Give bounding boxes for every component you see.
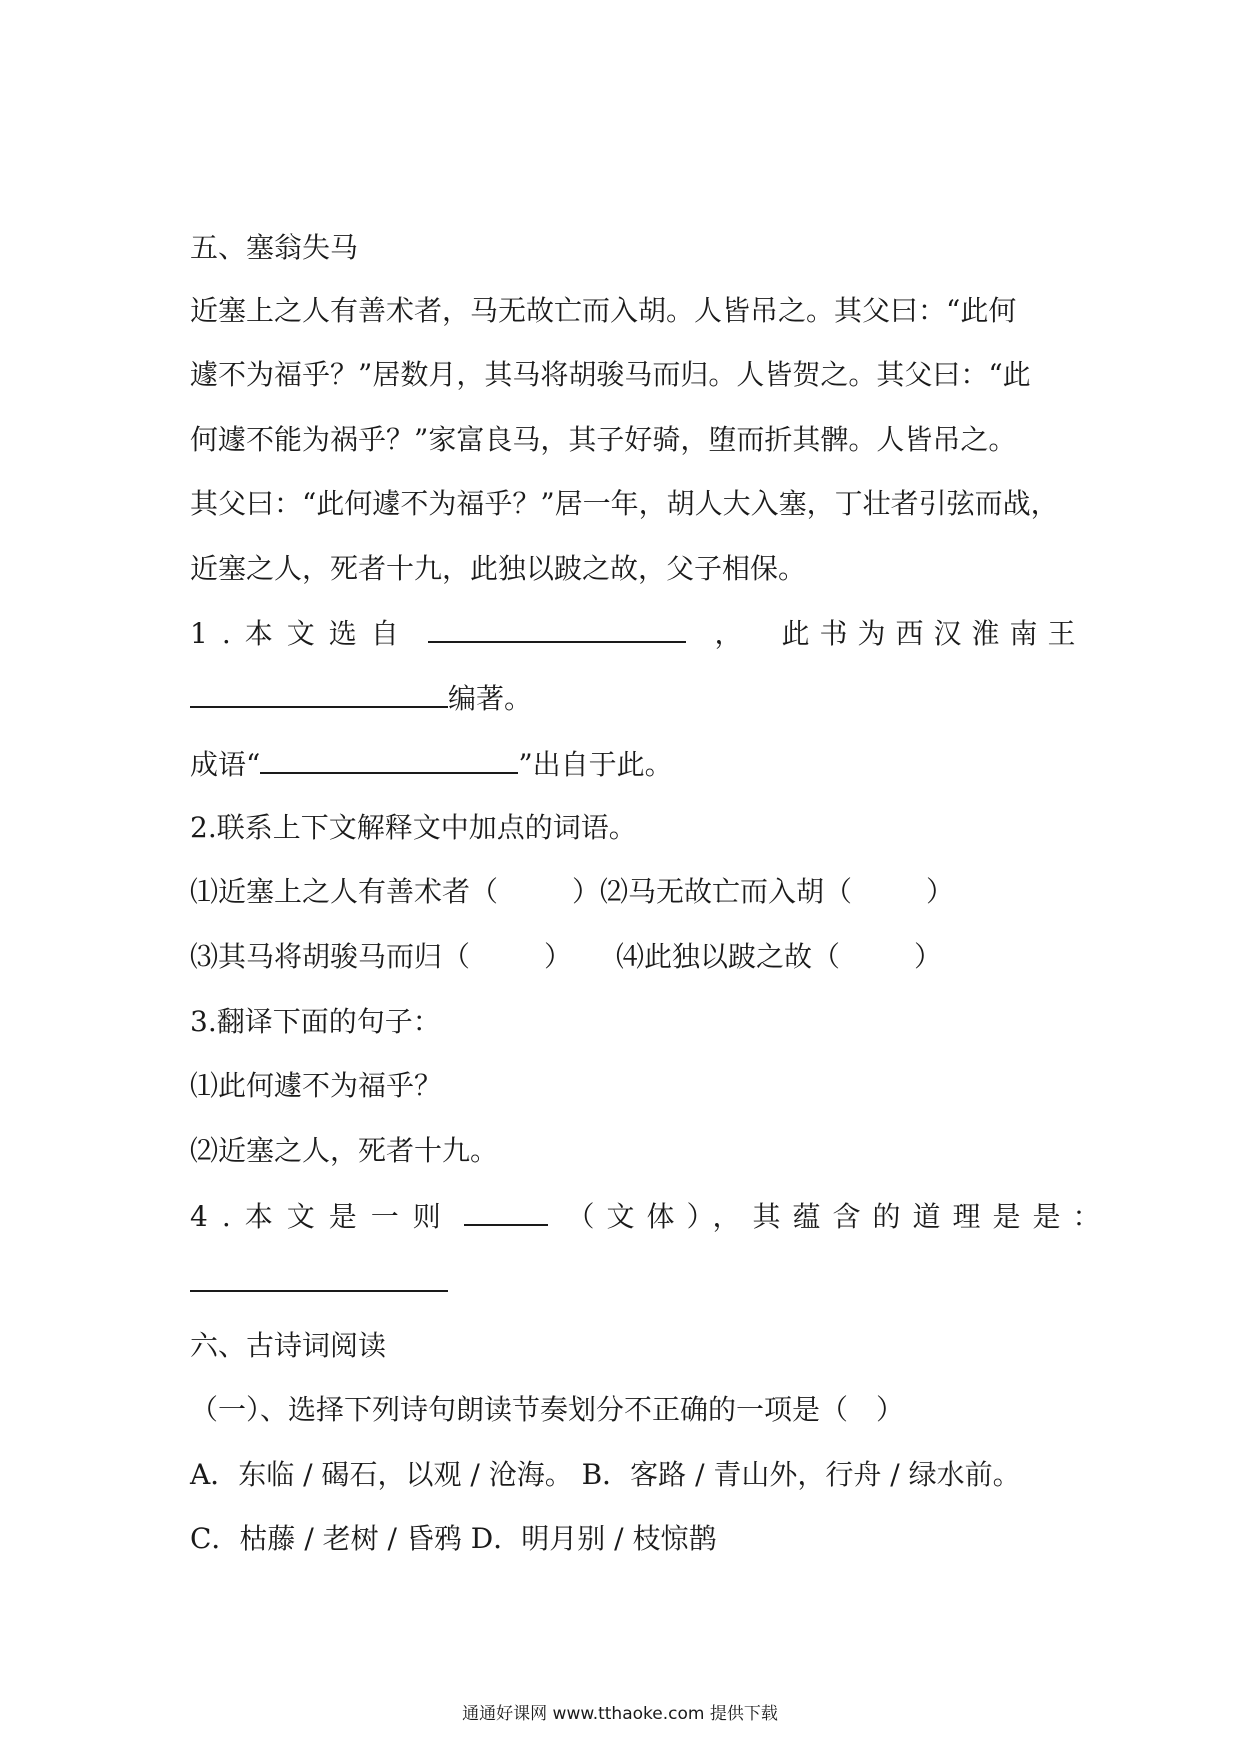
q2-item-4: ⑷此独以跛之故（ — [616, 940, 841, 973]
section6-title: 六、古诗词阅读 — [190, 1329, 387, 1362]
question-3-item-2: ⑵近塞之人，死者十九。 — [190, 1134, 499, 1167]
q1-comma: ， — [714, 617, 743, 650]
q2-item-3-close: ） — [544, 940, 573, 973]
q4-prefix: 4.本文是一则 — [190, 1200, 455, 1233]
passage-line-2: 遽不为福乎？”居数月，其马将胡骏马而归。人皆贺之。其父曰：“此 — [190, 358, 1031, 391]
section6-question-prompt: （一）、选择下列诗句朗读节奏划分不正确的一项是（ ） — [190, 1393, 905, 1426]
q2-item-2: ⑵马无故亡而入胡（ — [600, 875, 853, 908]
question-2-prompt: 2.联系上下文解释文中加点的词语。 — [190, 811, 637, 844]
q1-idiom-blank[interactable] — [260, 744, 518, 774]
passage-line-4: 其父曰：“此何遽不为福乎？”居一年，胡人大入塞，丁壮者引弦而战， — [190, 487, 1059, 520]
q1-prefix: 1.本文选自 — [190, 617, 413, 650]
q1-idiom-suffix: ”出自于此。 — [518, 748, 673, 781]
page-footer: 通通好课网 www.tthaoke.com 提供下载 — [462, 1704, 778, 1724]
question-4-answer-line — [190, 1262, 448, 1303]
q2-item-4-close: ） — [914, 940, 943, 973]
q2-item-2-close: ） — [926, 875, 955, 908]
q1-author-blank[interactable] — [190, 678, 448, 708]
passage-line-5: 近塞之人，死者十九，此独以跛之故，父子相保。 — [190, 552, 807, 585]
passage-line-3: 何遽不能为祸乎？”家富良马，其子好骑，堕而折其髀。人皆吊之。 — [190, 423, 1017, 456]
section6-options-line-2: C．枯藤 / 老树 / 昏鸦 D．明月别 / 枝惊鹊 — [190, 1522, 717, 1555]
question-3-prompt: 3.翻译下面的句子： — [190, 1005, 441, 1038]
passage-line-1: 近塞上之人有善术者，马无故亡而入胡。人皆吊之。其父曰：“此何 — [190, 294, 1017, 327]
q2-item-1-close: ） — [572, 875, 601, 908]
question-2-row-2 — [190, 937, 942, 977]
q4-genre-note: （文体），其蕴含的道理是是： — [566, 1200, 1113, 1233]
question-2-row-1 — [190, 872, 954, 912]
q1-source-blank[interactable] — [428, 613, 686, 643]
question-3-item-1: ⑴此何遽不为福乎？ — [190, 1069, 443, 1102]
question-1-line-2 — [190, 678, 532, 719]
question-1-line-1 — [190, 613, 1085, 654]
q2-item-3: ⑶其马将胡骏马而归（ — [190, 940, 471, 973]
section5-title: 五、塞翁失马 — [190, 231, 359, 264]
question-1-idiom-line — [190, 744, 673, 785]
question-4-line-1 — [190, 1196, 1113, 1237]
q4-answer-blank[interactable] — [190, 1262, 448, 1292]
q1-idiom-prefix: 成语“ — [190, 748, 261, 781]
q2-item-1: ⑴近塞上之人有善术者（ — [190, 875, 499, 908]
section6-options-line-1: A．东临 / 碣石，以观 / 沧海。 B．客路 / 青山外，行舟 / 绿水前。 — [190, 1458, 1021, 1491]
q4-genre-blank[interactable] — [464, 1196, 548, 1226]
q1-middle: 此书为西汉淮南王 — [781, 617, 1086, 650]
q1-suffix: 编著。 — [448, 682, 533, 715]
